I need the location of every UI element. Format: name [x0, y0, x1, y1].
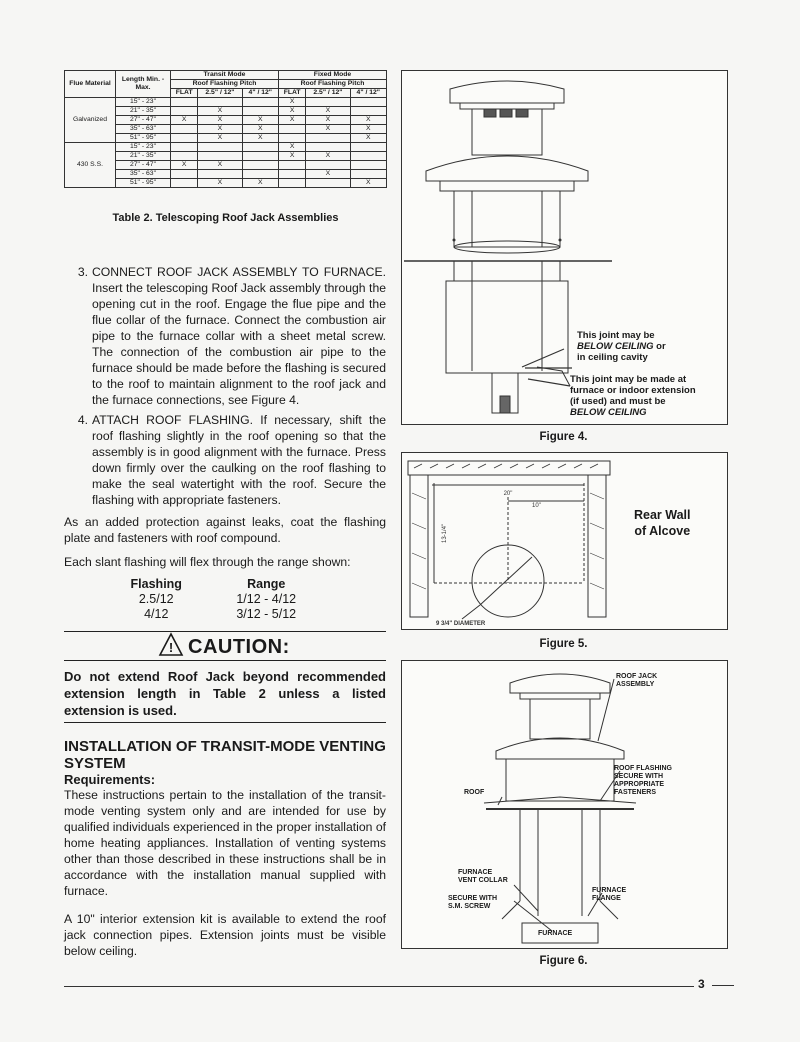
warning-mark: !: [168, 640, 174, 655]
length-cell: 35" - 63": [116, 170, 171, 179]
compatibility-cell: X: [350, 134, 386, 143]
length-cell: 15" - 23": [116, 143, 171, 152]
pitch-2-5: 2.5" / 12": [306, 89, 350, 98]
figure-5-drawing: [402, 453, 727, 629]
compatibility-cell: X: [198, 107, 242, 116]
compatibility-cell: X: [306, 125, 350, 134]
compatibility-cell: [350, 152, 386, 161]
compatibility-cell: X: [198, 125, 242, 134]
fig4-callout-lower-line3: (if used) and must be: [570, 396, 666, 407]
roof-jack-line1: ROOF JACK: [616, 673, 658, 680]
compatibility-cell: X: [278, 143, 305, 152]
compatibility-cell: [278, 134, 305, 143]
figure-5-caption: Figure 5.: [539, 638, 588, 650]
compatibility-cell: [350, 107, 386, 116]
compatibility-cell: X: [278, 152, 305, 161]
col-header-flue-material: Flue Material: [65, 71, 116, 98]
vent-collar-line2: VENT COLLAR: [458, 877, 508, 884]
compatibility-cell: [171, 125, 198, 134]
compatibility-cell: [242, 161, 278, 170]
caution-bottom-rule: [64, 722, 386, 723]
furnace-flange-line2: FLANGE: [592, 895, 621, 902]
roof-flashing-line3: APPROPRIATE: [614, 781, 665, 788]
figure-6-caption: Figure 6.: [539, 955, 588, 967]
secure-screw-line1: SECURE WITH: [448, 895, 497, 902]
compatibility-cell: [171, 134, 198, 143]
compatibility-cell: [242, 98, 278, 107]
compatibility-cell: X: [198, 134, 242, 143]
compatibility-cell: X: [242, 116, 278, 125]
roof-flashing-line2: SECURE WITH: [614, 773, 663, 780]
compatibility-cell: [242, 152, 278, 161]
col-header-fixed-mode: Fixed Mode: [278, 71, 386, 80]
warning-triangle-icon: [158, 632, 184, 658]
compatibility-cell: [306, 134, 350, 143]
range-value: 1/12 - 4/12: [236, 592, 297, 606]
compatibility-cell: X: [350, 125, 386, 134]
compatibility-cell: [350, 143, 386, 152]
flashing-range-table: [130, 577, 310, 622]
caution-title: CAUTION:: [188, 636, 290, 658]
flue-material-cell: Galvanized: [65, 98, 116, 143]
roof-flashing-line1: ROOF FLASHING: [614, 765, 672, 772]
compatibility-cell: X: [278, 116, 305, 125]
section-paragraph-2: A 10" interior extension kit is available to extend the roof jack connection pipes. Extension joints must be visible below ceiling.: [64, 912, 386, 958]
range-header: Range: [247, 577, 286, 591]
fig4-callout-below-ceiling: BELOW CEILING: [577, 341, 654, 352]
compatibility-cell: [350, 98, 386, 107]
caution-top-rule: [64, 631, 386, 632]
fig4-callout-lower-line1: This joint may be made at: [570, 374, 687, 385]
vent-collar-line1: FURNACE: [458, 869, 493, 876]
compatibility-cell: [171, 143, 198, 152]
pitch-flat: FLAT: [278, 89, 305, 98]
compatibility-cell: [278, 179, 305, 188]
pitch-flat: FLAT: [171, 89, 198, 98]
compatibility-cell: X: [242, 134, 278, 143]
section-paragraph-1: These instructions pertain to the installation of the transit-mode venting system only and are intended for use by qualified individuals experienced in the proper installation of home heating appliances. Installation of venting systems other than those described in these instructions shall be in accordance with the installation manual supplied with furnace.: [64, 788, 386, 898]
compatibility-cell: [350, 161, 386, 170]
page-number: 3: [698, 977, 705, 991]
protection-paragraph: As an added protection against leaks, coat the flashing plate and fasteners with roof compound.: [64, 515, 386, 545]
roof-label: ROOF: [464, 789, 485, 796]
fig4-callout-upper-line1: This joint may be: [577, 330, 655, 341]
compatibility-cell: [198, 170, 242, 179]
compatibility-cell: [242, 170, 278, 179]
figure-6: [401, 660, 728, 949]
compatibility-cell: [171, 107, 198, 116]
compatibility-cell: [171, 179, 198, 188]
furnace-flange-label: [592, 887, 626, 903]
requirements-label: Requirements:: [64, 772, 156, 787]
table-row: [65, 143, 387, 152]
secure-screw-line2: S.M. SCREW: [448, 903, 491, 910]
compatibility-cell: [278, 170, 305, 179]
compatibility-cell: [242, 107, 278, 116]
compatibility-cell: [171, 98, 198, 107]
pitch-4: 4" / 12": [242, 89, 278, 98]
length-cell: 35" - 63": [116, 125, 171, 134]
compatibility-cell: X: [171, 161, 198, 170]
roof-flashing-line4: FASTENERS: [614, 789, 657, 796]
section-title: INSTALLATION OF TRANSIT-MODE VENTING SYSTEM: [64, 738, 386, 772]
compatibility-cell: [278, 161, 305, 170]
col-header-length: Length Min. - Max.: [116, 71, 171, 98]
pitch-4: 4" / 12": [350, 89, 386, 98]
fig4-callout-upper-line3: in ceiling cavity: [577, 352, 648, 363]
pitch-2-5: 2.5" / 12": [198, 89, 242, 98]
compatibility-cell: [306, 161, 350, 170]
table-2-roof-jack-assemblies: [64, 70, 387, 188]
caution-mid-rule: [64, 660, 386, 661]
footer-rule: [64, 986, 694, 987]
step-text: ATTACH ROOF FLASHING. If necessary, shift the roof flashing slightly in the roof opening so that the assembly is in good alignment with the furnace. Press down firmly over the caulking on the roof flashing to make the seal watertight with the roof. Secure the flashing with appropriate fasteners.: [92, 413, 386, 507]
range-value: 3/12 - 5/12: [236, 607, 297, 621]
flashing-value: 4/12: [144, 607, 169, 621]
slant-paragraph: Each slant flashing will flex through the range shown:: [64, 555, 351, 569]
compatibility-cell: X: [278, 98, 305, 107]
step-number: 3.: [77, 265, 88, 279]
flashing-header: Flashing: [130, 577, 182, 591]
compatibility-cell: X: [350, 116, 386, 125]
compatibility-cell: [198, 152, 242, 161]
compatibility-cell: X: [306, 107, 350, 116]
compatibility-cell: [350, 170, 386, 179]
table-2-caption: Table 2. Telescoping Roof Jack Assemblies: [112, 212, 339, 224]
length-cell: 27" - 47": [116, 116, 171, 125]
vent-collar-label: [458, 869, 508, 885]
flashing-value: 2.5/12: [138, 592, 174, 606]
compatibility-cell: [198, 143, 242, 152]
step-number: 4.: [77, 413, 88, 427]
col-header-pitch-fixed: Roof Flashing Pitch: [278, 80, 386, 89]
roof-jack-label: [616, 673, 657, 689]
roof-jack-line2: ASSEMBLY: [616, 681, 655, 688]
length-cell: 21" - 35": [116, 152, 171, 161]
compatibility-cell: X: [350, 179, 386, 188]
compatibility-cell: [171, 170, 198, 179]
compatibility-cell: [242, 143, 278, 152]
length-cell: 51" - 95": [116, 179, 171, 188]
figure-5: [401, 452, 728, 630]
caution-body: Do not extend Roof Jack beyond recommended extension length in Table 2 unless a listed extension is used.: [64, 669, 386, 718]
compatibility-cell: X: [306, 116, 350, 125]
compatibility-cell: [306, 179, 350, 188]
length-cell: 27" - 47": [116, 161, 171, 170]
figure-4: [401, 70, 728, 425]
fig4-callout-upper: [577, 330, 666, 363]
compatibility-cell: [198, 98, 242, 107]
length-cell: 21" - 35": [116, 107, 171, 116]
rear-wall-line1: Rear Wall: [634, 508, 691, 522]
fig4-callout-or: or: [653, 341, 666, 352]
compatibility-cell: X: [171, 116, 198, 125]
step-text: CONNECT ROOF JACK ASSEMBLY TO FURNACE. Insert the telescoping Roof Jack assembly through the opening cut in the roof. Engage the flue pipe and the flue collar of the furnace. Connect the combustion air pipe to the furnace collar with a sheet metal screw. The connection of the combustion air pipe to the furnace should be made before the flashing is secured to the roof to maintain alignment to the roof jack and the furnace connections, see Figure 4.: [92, 265, 386, 407]
rear-wall-line2: of Alcove: [634, 524, 691, 538]
rear-wall-label: [634, 507, 691, 539]
compatibility-cell: X: [198, 116, 242, 125]
figure-4-caption: Figure 4.: [539, 431, 588, 443]
table-row: [65, 98, 387, 107]
secure-screw-label: [448, 895, 497, 911]
furnace-label: FURNACE: [538, 930, 573, 937]
furnace-flange-line1: FURNACE: [592, 887, 627, 894]
compatibility-cell: X: [242, 125, 278, 134]
fig4-callout-below-ceiling-2: BELOW CEILING: [570, 407, 647, 418]
flue-material-cell: 430 S.S.: [65, 143, 116, 188]
roof-flashing-label: [614, 765, 672, 797]
compatibility-cell: X: [198, 179, 242, 188]
col-header-pitch-transit: Roof Flashing Pitch: [171, 80, 279, 89]
compatibility-cell: [171, 152, 198, 161]
col-header-transit-mode: Transit Mode: [171, 71, 279, 80]
compatibility-cell: X: [278, 107, 305, 116]
compatibility-cell: X: [306, 170, 350, 179]
compatibility-cell: [306, 98, 350, 107]
compatibility-cell: [306, 143, 350, 152]
page-number-dash: [712, 985, 734, 986]
length-cell: 51" - 95": [116, 134, 171, 143]
diameter-label: 9 3/4" DIAMETER: [436, 621, 486, 627]
compatibility-cell: X: [198, 161, 242, 170]
figure-4-drawing: [402, 71, 727, 424]
step-3: [64, 264, 386, 408]
compatibility-cell: [278, 125, 305, 134]
dim-center-label: 10": [532, 503, 541, 509]
dim-height-label: 13-1/4": [442, 523, 448, 543]
step-4: [64, 412, 386, 508]
compatibility-cell: X: [306, 152, 350, 161]
compatibility-cell: X: [242, 179, 278, 188]
length-cell: 15" - 23": [116, 98, 171, 107]
fig4-callout-lower: [570, 374, 696, 418]
fig4-callout-lower-line2: furnace or indoor extension: [570, 385, 696, 396]
dim-width-label: 20": [503, 491, 513, 497]
